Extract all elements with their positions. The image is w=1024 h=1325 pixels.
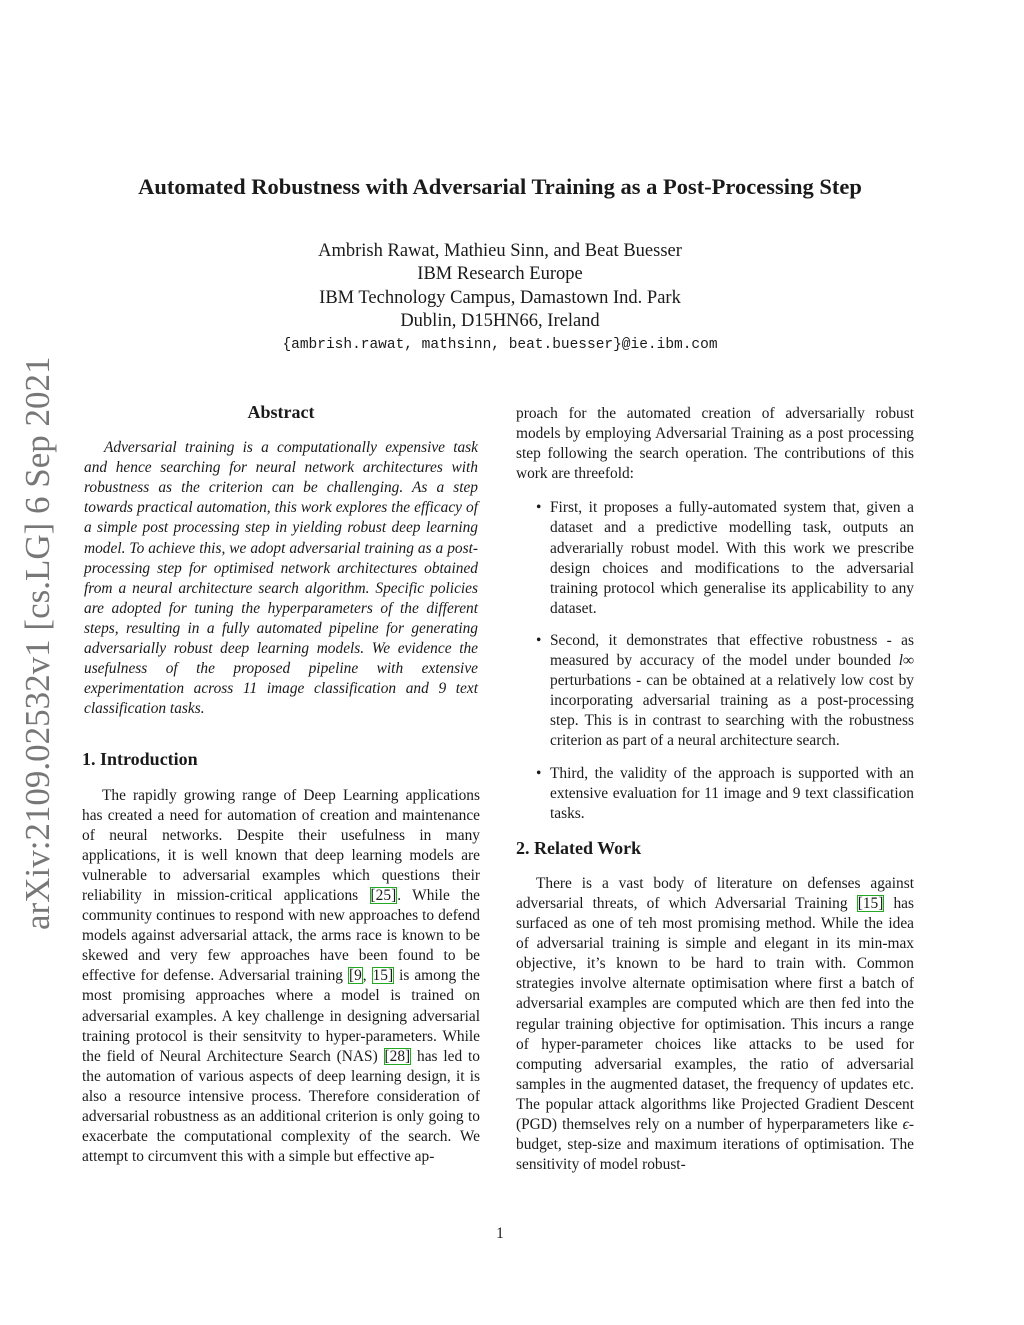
related-work-paragraph [516,874,914,1175]
intro-heading: 1. Introduction [82,749,198,770]
affiliation-line: Dublin, D15HN66, Ireland [400,311,600,332]
left-column [82,400,480,1167]
citation-link[interactable]: [25] [370,886,397,904]
citation-link[interactable]: [9 [348,967,362,985]
affiliation-line: IBM Research Europe [417,264,583,285]
intro-paragraph [82,786,480,1168]
citation-separator: , [362,967,372,985]
citation-link[interactable]: [28] [384,1047,411,1065]
affiliation-line: IBM Technology Campus, Damastown Ind. Park [319,287,681,308]
citation-link[interactable]: [15] [857,894,884,912]
math-symbol: l∞ [898,652,914,670]
list-item [516,631,914,752]
related-text: There is a vast body of literature on defenses against adversarial threats, of which Adversarial Training [516,874,914,912]
page-number: 1 [496,1225,504,1242]
bullet-text: Second, it demonstrates that effective robustness - as measured by accuracy of the model under bounded [550,631,914,670]
author-names: Ambrish Rawat, Mathieu Sinn, and Beat Buesser [318,241,682,261]
related-text: has surfaced as one of teh most promising method. While the idea of adversarial training is simple and elegant in its min-max objective, it’s known to be hard to train with. Common strategies involve alternate optimisation where first a batch of adversarial examples are computed which are then fed into the regular training objective for optimisation. This incurs a range of hyper-parameter choices like attacks to be used for computing adversarial examples, the ratio of adversarial samples in the augmented dataset, the frequency of updates etc. The popular attack algorithms like Projected Gradient Descent (PGD) themselves rely on a number of hyperparameters like [516,894,915,1133]
contribution-list [516,498,914,823]
intro-text: has led to the automation of various aspects of deep learning design, it is also a resource intensive process. Therefore consideration of adversarial robustness as an additional criterion is only going to exacerbate the computational complexity of the search. We attempt to circumvent this with a simple but effective ap- [82,1047,480,1166]
list-item: • Third, the validity of the approach is supported with an extensive evaluation for 11 image and 9 text classification tasks. [516,764,914,824]
intro-text: The rapidly growing range of Deep Learning applications has created a need for automation of creation and maintenance of neural networks. Despite their usefulness in many applications, it is well known that deep learning models are vulnerable to adversarial examples which questions their reliability in mission-critical applications [82,786,480,904]
paper-title: Automated Robustness with Adversarial Training as a Post-Processing Step [138,174,862,199]
intro-text: is among the most promising approaches where a model is trained on adversarial examples. A key challenge in designing adversarial training protocol is their sensitvity to hyper-parameters. While the field of Neural Architecture Search (NAS) [82,967,480,1065]
intro-continuation: proach for the automated creation of adversarially robust models by employing Adversarial Training as a post processing step following the search operation. The contributions of this work are threefold: [516,405,914,483]
list-item: • First, it proposes a fully-automated system that, given a dataset and a predictive modelling task, outputs an adverarially robust model. With this work we prescribe design choices and modifications to the adversarial training protocol which generalise its applicability to any dataset. [516,498,914,619]
arxiv-stamp: arXiv:2109.02532v1 [cs.LG] 6 Sep 2021 [18,356,57,930]
intro-text: . While the community continues to respond with new approaches to defend models against adversarial attack, the arms race is known to be skewed and very few approaches have been found to be effective for defense. Adversarial training [82,886,480,985]
right-column [516,404,914,1175]
author-email: {ambrish.rawat, mathsinn, beat.buesser}@ie.ibm.com [282,336,718,353]
author-block [0,240,1000,357]
related-text: -budget, step-size and maximum iterations of optimisation. The sensitivity of model robust- [516,1116,914,1174]
abstract-heading: Abstract [247,402,315,422]
citation-link[interactable]: 15] [372,967,394,985]
related-work-heading: 2. Related Work [516,837,642,858]
math-symbol: ϵ [902,1116,909,1133]
bullet-text: perturbations - can be obtained at a relatively low cost by incorporating adversarial training as a post-processing step. This is in contrast to searching with the robustness criterion as part of a neural architecture search. [550,672,914,750]
abstract-text: Adversarial training is a computationally expensive task and hence searching for neural network architectures with robustness as the criterion can be challenging. As a step towards practical automation, this work explores the efficacy of a simple post processing step in yielding robust deep learning model. To achieve this, we adopt adversarial training as a post-processing step for optimised network architectures obtained from a neural architecture search algorithm. Specific policies are adopted for tuning the hyperparameters of the different steps, resulting in a fully automated pipeline for generating adversarially robust deep learning models. We evidence the usefulness of the proposed pipeline with extensive experimentation across 11 image classification and 9 text classification tasks. [84,439,478,718]
